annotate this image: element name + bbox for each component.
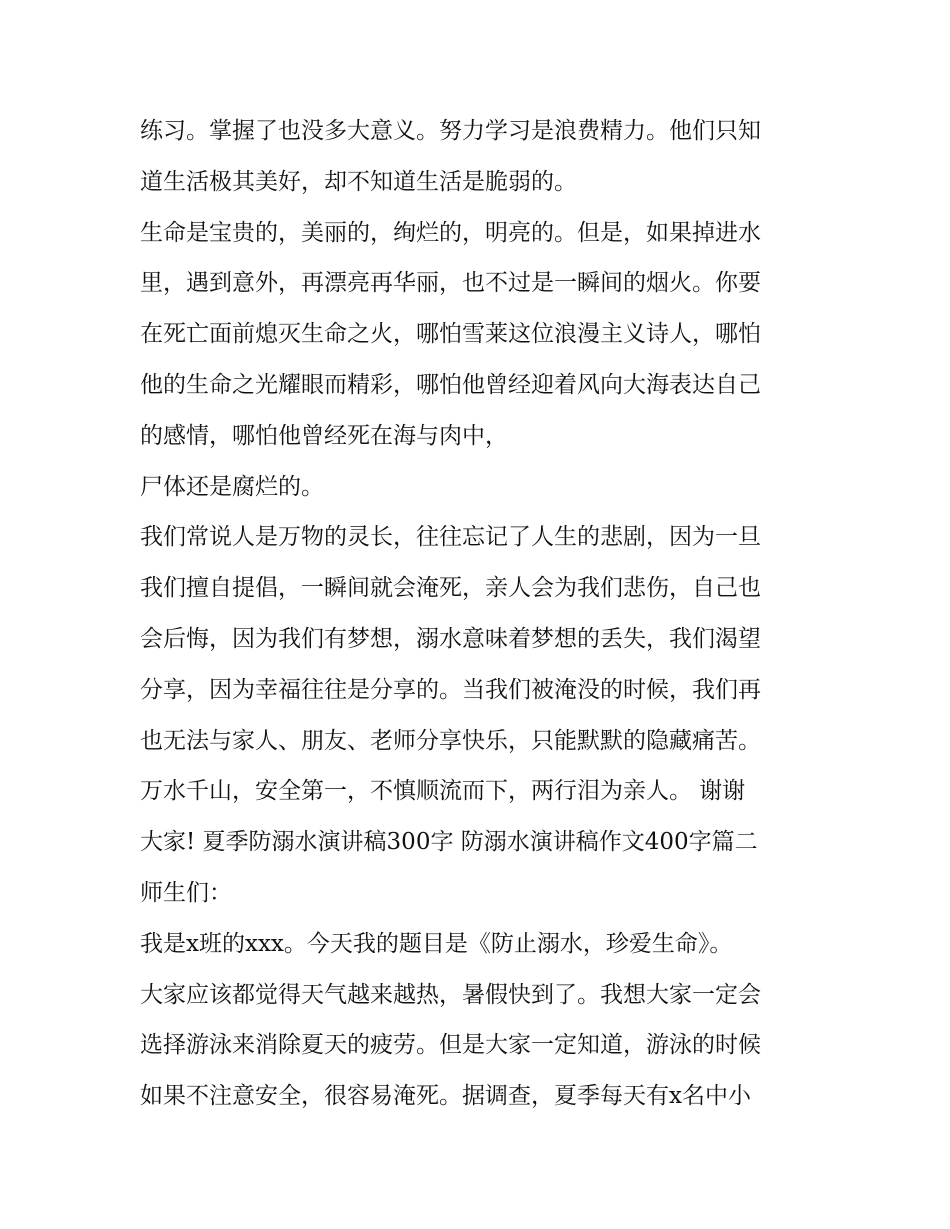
text-line: 分享，因为幸福往往是分享的。当我们被淹没的时候，我们再 bbox=[140, 676, 761, 703]
text-line: 生命是宝贵的，美丽的，绚烂的，明亮的。但是，如果掉进水 bbox=[140, 219, 761, 246]
text-line: 如果不注意安全，很容易淹死。据调查，夏季每天有x名中小 bbox=[140, 1083, 751, 1110]
text-line: 的感情，哪怕他曾经死在海与肉中， bbox=[140, 422, 508, 449]
text-line: 我们擅自提倡，一瞬间就会淹死，亲人会为我们悲伤，自己也 bbox=[140, 575, 761, 602]
text-line: 大家! 夏季防溺水演讲稿300字 防溺水演讲稿作文400字篇二 bbox=[140, 829, 758, 856]
text-line: 我是x班的xxx。今天我的题目是《防止溺水，珍爱生命》。 bbox=[140, 930, 733, 957]
text-line: 师生们： bbox=[140, 879, 232, 906]
text-line: 他的生命之光耀眼而精彩，哪怕他曾经迎着风向大海表达自己 bbox=[140, 371, 761, 398]
text-line: 选择游泳来消除夏天的疲劳。但是大家一定知道，游泳的时候 bbox=[140, 1032, 761, 1059]
text-line: 万水千山，安全第一，不慎顺流而下，两行泪为亲人。 谢谢 bbox=[140, 778, 746, 805]
body-text bbox=[140, 106, 820, 1122]
text-line: 在死亡面前熄灭生命之火，哪怕雪莱这位浪漫主义诗人，哪怕 bbox=[140, 321, 761, 348]
text-line: 我们常说人是万物的灵长，往往忘记了人生的悲剧，因为一旦 bbox=[140, 524, 761, 551]
text-line: 练习。掌握了也没多大意义。努力学习是浪费精力。他们只知 bbox=[140, 118, 761, 144]
text-line: 里，遇到意外，再漂亮再华丽，也不过是一瞬间的烟火。你要 bbox=[140, 270, 761, 297]
text-line: 道生活极其美好，却不知道生活是脆弱的。 bbox=[140, 168, 577, 195]
text-line: 也无法与家人、朋友、老师分享快乐，只能默默的隐藏痛苦。 bbox=[140, 727, 761, 754]
text-line: 大家应该都觉得天气越来越热，暑假快到了。我想大家一定会 bbox=[140, 981, 761, 1008]
text-line: 会后悔，因为我们有梦想，溺水意味着梦想的丢失，我们渴望 bbox=[140, 625, 761, 652]
text-line: 尸体还是腐烂的。 bbox=[140, 473, 324, 500]
